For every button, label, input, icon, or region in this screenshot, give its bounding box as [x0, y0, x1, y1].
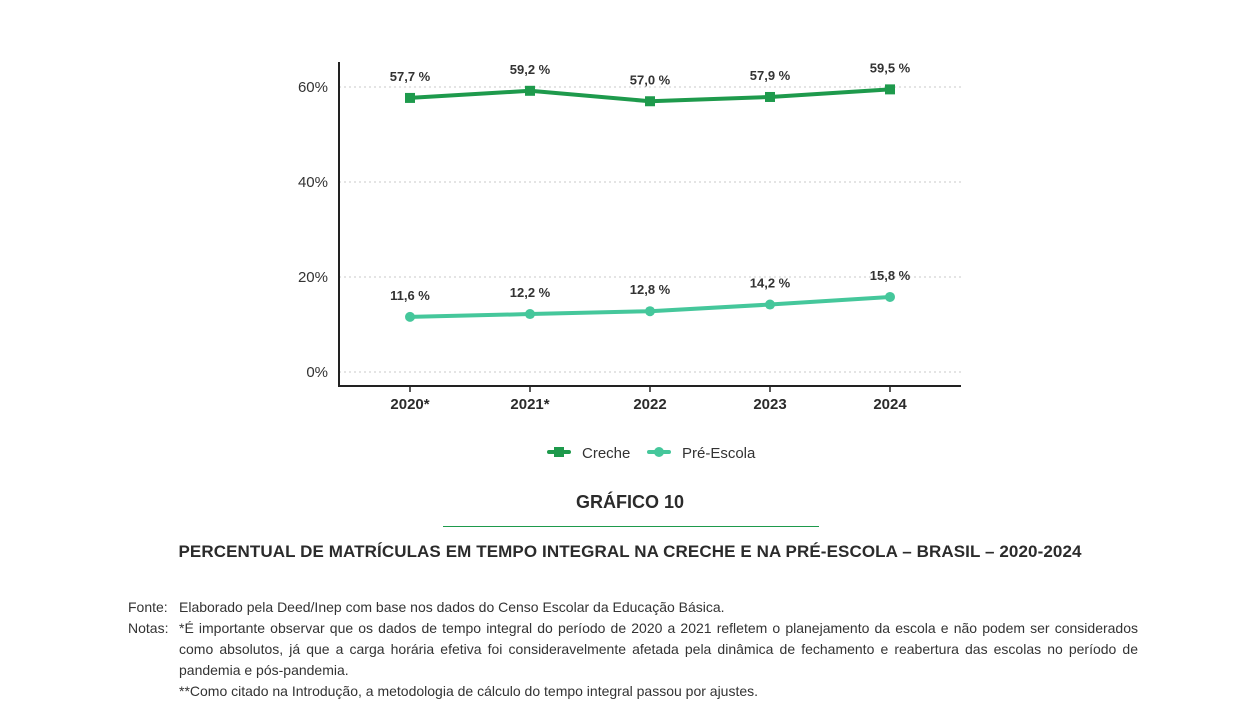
x-tick-label: 2024	[873, 396, 907, 413]
data-label: 12,2 %	[509, 285, 551, 301]
data-point	[645, 96, 655, 106]
x-tick-label: 2021*	[510, 396, 550, 413]
data-point	[405, 312, 415, 322]
data-label: 59,5 %	[869, 60, 911, 76]
y-tick-label: 60%	[297, 79, 328, 96]
note-1-text: *É importante observar que os dados de tempo integral do período de 2020 a 2021 refletem o planejamento da escola e não podem ser considerados como absolutos, já que a carga horária efetiva foi consideravelmente afetada pela dinâmica de fechamento e reabertura das escolas no período de pandemia e pós-pandemia.	[179, 620, 1138, 678]
data-point	[645, 306, 655, 316]
source-label: Fonte:	[128, 599, 168, 615]
legend-label: Pré-Escola	[682, 445, 756, 462]
data-point	[765, 300, 775, 310]
chart-number: GRÁFICO 10	[575, 492, 685, 512]
source-note	[128, 597, 1138, 618]
data-point	[885, 292, 895, 302]
y-tick-label: 20%	[297, 269, 328, 286]
y-tick-label: 0%	[306, 364, 328, 381]
note-2	[128, 681, 1138, 702]
note-1	[128, 618, 1138, 681]
x-tick-label: 2023	[753, 396, 787, 413]
data-label: 15,8 %	[869, 267, 911, 283]
notes-label: Notas:	[128, 620, 169, 636]
data-point	[405, 93, 415, 103]
data-label: 57,7 %	[389, 68, 431, 84]
note-2-text: **Como citado na Introdução, a metodologia de cálculo do tempo integral passou por ajustes.	[179, 683, 759, 699]
chart-title: PERCENTUAL DE MATRÍCULAS EM TEMPO INTEGRAL NA CRECHE E NA PRÉ-ESCOLA – BRASIL – 2020-2024	[178, 542, 1082, 561]
legend-label: Creche	[582, 445, 631, 462]
data-label: 59,2 %	[509, 61, 551, 77]
data-label: 12,8 %	[629, 282, 671, 298]
chart-notes	[128, 597, 1138, 702]
data-point	[765, 92, 775, 102]
caption-divider	[443, 526, 819, 527]
data-label: 57,9 %	[749, 67, 791, 83]
data-point	[525, 86, 535, 96]
data-label: 57,0 %	[629, 72, 671, 88]
source-text: Elaborado pela Deed/Inep com base nos dados do Censo Escolar da Educação Básica.	[179, 599, 725, 615]
y-tick-label: 40%	[297, 174, 328, 191]
legend-swatch-marker	[554, 447, 564, 457]
x-tick-label: 2022	[633, 396, 667, 413]
data-label: 14,2 %	[749, 275, 791, 291]
data-point	[885, 84, 895, 94]
data-label: 11,6 %	[390, 287, 430, 303]
x-tick-label: 2020*	[390, 396, 430, 413]
data-point	[525, 309, 535, 319]
legend-swatch-marker	[654, 447, 664, 457]
